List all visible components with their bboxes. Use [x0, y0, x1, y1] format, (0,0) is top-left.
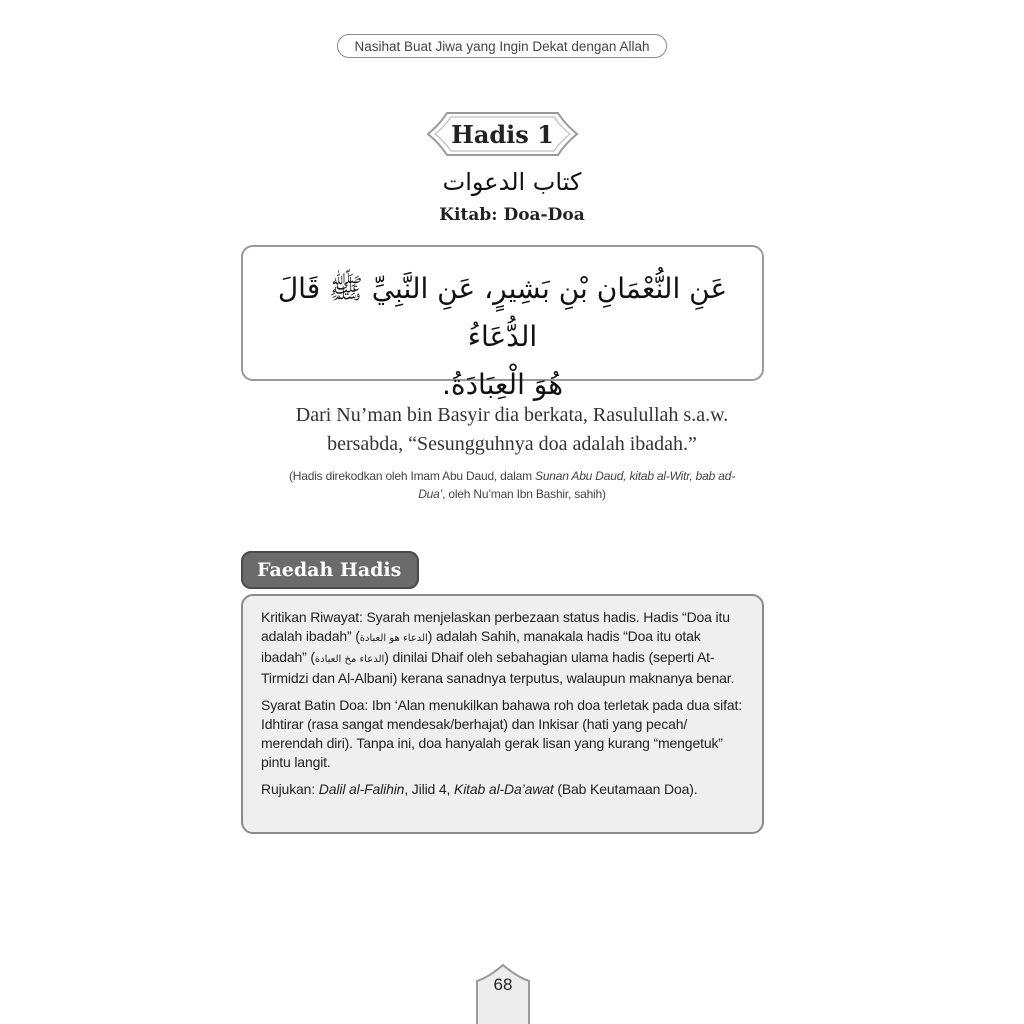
- p1-text-b: ) adalah Sahih, manakala hadis “Doa itu otak ibadah” (: [261, 628, 701, 665]
- p3-reference-2: Kitab al-Da’awat: [454, 781, 554, 797]
- p3-prefix: Rujukan:: [261, 781, 319, 797]
- hadis-label: Hadis 1: [451, 119, 554, 149]
- p1-text-c: ) dinilai Dhaif oleh sebahagian ulama hadis (seperti At-Tirmidzi dan Al-Albani) kerana sanadnya terputus, walaupun maknanya benar.: [261, 649, 735, 686]
- book-title-arabic: كتاب الدعوات: [442, 168, 582, 196]
- faedah-title: Faedah Hadis: [257, 559, 402, 581]
- faedah-paragraph-3: [261, 780, 744, 799]
- faedah-content-box: [241, 594, 764, 834]
- book-title-latin: Kitab: Doa-Doa: [439, 205, 585, 225]
- citation-prefix: (Hadis direkodkan oleh Imam Abu Daud, dalam: [289, 469, 536, 483]
- p1-arabic-2: الدعاء مخ العبادة: [314, 654, 385, 665]
- hadith-arabic-text-box: [241, 245, 764, 401]
- p3-reference-1: Dalil al-Falihin: [318, 781, 405, 797]
- citation-book: Sunan Abu Daud, kitab al-Witr, bab ad-Dua’: [418, 469, 735, 501]
- page-number-tab: [475, 963, 531, 1024]
- p3-middle: , Jilid 4,: [404, 781, 455, 797]
- p1-arabic-1: الدعاء هو العبادة: [359, 633, 428, 644]
- p1-text-a: Kritikan Riwayat: Syarah menjelaskan perbezaan status hadis. Hadis “Doa itu adalah ibadah” (: [261, 609, 730, 644]
- translation-line-1: Dari Nu’man bin Basyir dia berkata, Rasulullah s.a.w.: [295, 404, 729, 426]
- hadith-translation: [262, 401, 762, 459]
- p3-suffix: (Bab Keutamaan Doa).: [553, 781, 698, 797]
- hadis-number-badge: [425, 110, 580, 158]
- translation-line-2: bersabda, “Sesungguhnya doa adalah ibadah.”: [327, 433, 697, 455]
- faedah-paragraph-1: [261, 608, 744, 688]
- book-title: Nasihat Buat Jiwa yang Ingin Dekat dengan Allah: [354, 38, 650, 54]
- faedah-section-tab: [241, 551, 419, 589]
- hadith-citation: [282, 467, 742, 503]
- citation-suffix: , oleh Nu’man Ibn Bashir, sahih): [442, 487, 606, 501]
- running-header: [337, 34, 667, 58]
- arabic-line-2: هُوَ الْعِبَادَةُ.: [442, 368, 563, 401]
- arabic-line-1: عَنِ النُّعْمَانِ بْنِ بَشِيرٍ، عَنِ النَّبِيِّ ﷺ قَالَ الدُّعَاءُ: [277, 272, 728, 353]
- page-number: 68: [493, 975, 513, 994]
- faedah-paragraph-2: Syarat Batin Doa: Ibn ‘Alan menukilkan bahawa roh doa terletak pada dua sifat: Idhtirar (rasa sangat mendesak/berhajat) dan Inkisar (hati yang pecah/ merendah diri). Tanpa ini, doa hanyalah gerak lisan yang kurang “mengetuk” pintu langit.: [261, 697, 742, 770]
